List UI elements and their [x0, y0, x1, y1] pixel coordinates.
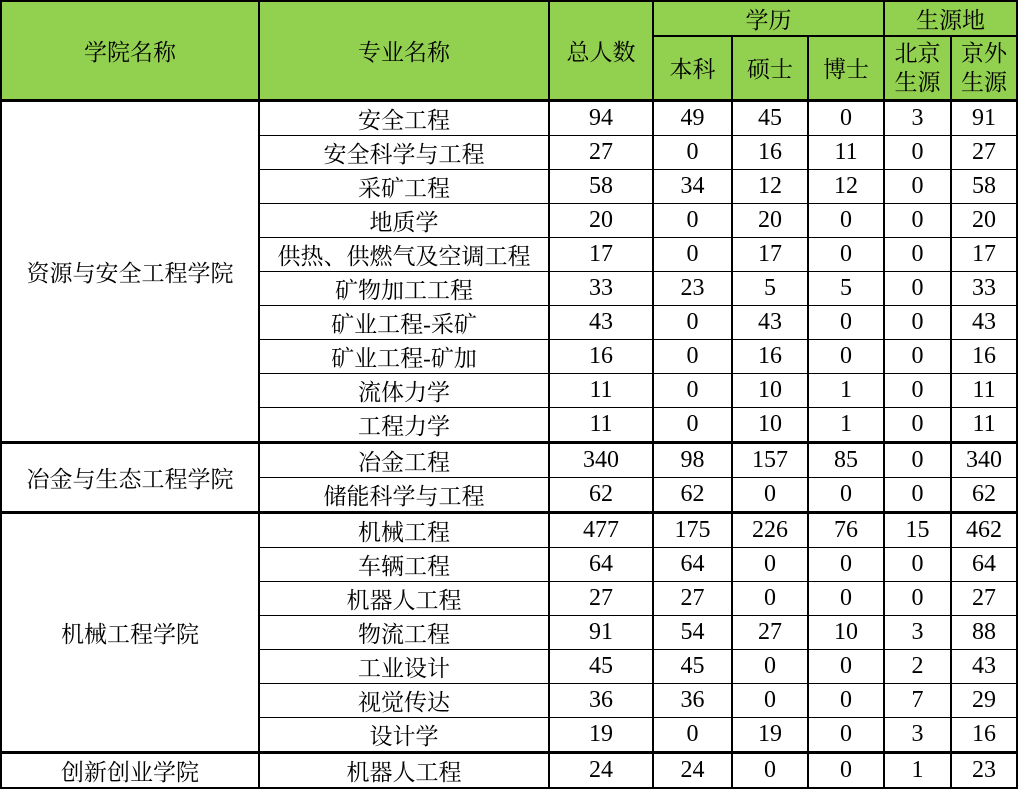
value-cell: 0 — [732, 581, 808, 615]
value-cell: 0 — [884, 547, 951, 581]
value-cell: 91 — [951, 100, 1017, 135]
value-cell: 10 — [808, 615, 884, 649]
value-cell: 88 — [951, 615, 1017, 649]
value-cell: 64 — [653, 547, 732, 581]
major-cell: 地质学 — [259, 203, 549, 237]
value-cell: 16 — [951, 339, 1017, 373]
header-education-group: 学历 — [653, 1, 884, 36]
value-cell: 24 — [653, 752, 732, 788]
value-cell: 16 — [549, 339, 653, 373]
value-cell: 36 — [653, 683, 732, 717]
value-cell: 16 — [951, 717, 1017, 752]
header-bachelor: 本科 — [653, 36, 732, 100]
value-cell: 34 — [653, 169, 732, 203]
value-cell: 17 — [951, 237, 1017, 271]
value-cell: 0 — [808, 547, 884, 581]
major-cell: 冶金工程 — [259, 442, 549, 477]
major-cell: 车辆工程 — [259, 547, 549, 581]
value-cell: 27 — [549, 135, 653, 169]
major-cell: 储能科学与工程 — [259, 477, 549, 512]
value-cell: 0 — [884, 442, 951, 477]
major-cell: 设计学 — [259, 717, 549, 752]
major-cell: 机械工程 — [259, 512, 549, 547]
value-cell: 175 — [653, 512, 732, 547]
value-cell: 43 — [951, 649, 1017, 683]
major-cell: 流体力学 — [259, 373, 549, 407]
value-cell: 0 — [653, 339, 732, 373]
value-cell: 157 — [732, 442, 808, 477]
value-cell: 19 — [549, 717, 653, 752]
header-beijing-origin-line1: 北京 — [894, 40, 941, 66]
value-cell: 0 — [884, 581, 951, 615]
value-cell: 43 — [951, 305, 1017, 339]
major-cell: 工程力学 — [259, 407, 549, 442]
major-cell: 安全工程 — [259, 100, 549, 135]
header-beijing-origin-line2: 生源 — [894, 69, 941, 95]
value-cell: 11 — [549, 407, 653, 442]
header-outside-origin-line1: 京外 — [961, 40, 1008, 66]
table-row — [1, 442, 1017, 477]
value-cell: 0 — [884, 407, 951, 442]
value-cell: 1 — [808, 373, 884, 407]
major-cell: 物流工程 — [259, 615, 549, 649]
value-cell: 3 — [884, 100, 951, 135]
value-cell: 27 — [653, 581, 732, 615]
value-cell: 11 — [951, 373, 1017, 407]
value-cell: 20 — [951, 203, 1017, 237]
college-cell: 机械工程学院 — [1, 512, 259, 752]
value-cell: 24 — [549, 752, 653, 788]
major-cell: 供热、供燃气及空调工程 — [259, 237, 549, 271]
value-cell: 226 — [732, 512, 808, 547]
header-outside-origin-line2: 生源 — [961, 69, 1008, 95]
value-cell: 0 — [808, 581, 884, 615]
table-body — [1, 100, 1017, 788]
value-cell: 17 — [549, 237, 653, 271]
value-cell: 76 — [808, 512, 884, 547]
major-cell: 矿业工程-采矿 — [259, 305, 549, 339]
value-cell: 0 — [653, 717, 732, 752]
value-cell: 0 — [653, 135, 732, 169]
value-cell: 85 — [808, 442, 884, 477]
header-row-groups — [1, 1, 1017, 36]
value-cell: 3 — [884, 615, 951, 649]
header-total-count: 总人数 — [549, 1, 653, 100]
value-cell: 477 — [549, 512, 653, 547]
header-college-name: 学院名称 — [1, 1, 259, 100]
value-cell: 45 — [653, 649, 732, 683]
value-cell: 0 — [808, 237, 884, 271]
value-cell: 10 — [732, 373, 808, 407]
value-cell: 10 — [732, 407, 808, 442]
value-cell: 0 — [732, 649, 808, 683]
value-cell: 1 — [808, 407, 884, 442]
value-cell: 0 — [653, 305, 732, 339]
value-cell: 45 — [549, 649, 653, 683]
college-cell: 创新创业学院 — [1, 752, 259, 788]
value-cell: 0 — [808, 203, 884, 237]
value-cell: 98 — [653, 442, 732, 477]
value-cell: 19 — [732, 717, 808, 752]
table-row — [1, 752, 1017, 788]
value-cell: 0 — [884, 477, 951, 512]
value-cell: 91 — [549, 615, 653, 649]
value-cell: 11 — [951, 407, 1017, 442]
value-cell: 62 — [549, 477, 653, 512]
value-cell: 33 — [951, 271, 1017, 305]
value-cell: 12 — [808, 169, 884, 203]
value-cell: 0 — [808, 100, 884, 135]
value-cell: 0 — [884, 339, 951, 373]
value-cell: 5 — [732, 271, 808, 305]
value-cell: 0 — [884, 373, 951, 407]
value-cell: 340 — [951, 442, 1017, 477]
major-cell: 矿物加工工程 — [259, 271, 549, 305]
value-cell: 1 — [884, 752, 951, 788]
value-cell: 0 — [732, 752, 808, 788]
value-cell: 94 — [549, 100, 653, 135]
college-cell: 资源与安全工程学院 — [1, 100, 259, 442]
value-cell: 17 — [732, 237, 808, 271]
value-cell: 15 — [884, 512, 951, 547]
college-cell: 冶金与生态工程学院 — [1, 442, 259, 512]
table-row — [1, 100, 1017, 135]
value-cell: 64 — [549, 547, 653, 581]
value-cell: 62 — [653, 477, 732, 512]
header-doctor: 博士 — [808, 36, 884, 100]
value-cell: 12 — [732, 169, 808, 203]
major-cell: 视觉传达 — [259, 683, 549, 717]
major-cell: 矿业工程-矿加 — [259, 339, 549, 373]
header-major-name: 专业名称 — [259, 1, 549, 100]
value-cell: 0 — [808, 717, 884, 752]
header-outside-origin — [951, 36, 1017, 100]
value-cell: 27 — [951, 135, 1017, 169]
value-cell: 0 — [732, 477, 808, 512]
header-beijing-origin — [884, 36, 951, 100]
value-cell: 0 — [653, 407, 732, 442]
value-cell: 7 — [884, 683, 951, 717]
value-cell: 0 — [808, 339, 884, 373]
value-cell: 36 — [549, 683, 653, 717]
value-cell: 0 — [884, 237, 951, 271]
table-row — [1, 512, 1017, 547]
value-cell: 0 — [884, 271, 951, 305]
value-cell: 0 — [808, 649, 884, 683]
value-cell: 58 — [951, 169, 1017, 203]
value-cell: 0 — [653, 237, 732, 271]
value-cell: 3 — [884, 717, 951, 752]
value-cell: 23 — [951, 752, 1017, 788]
value-cell: 0 — [732, 547, 808, 581]
value-cell: 45 — [732, 100, 808, 135]
value-cell: 27 — [732, 615, 808, 649]
value-cell: 0 — [732, 683, 808, 717]
major-cell: 机器人工程 — [259, 581, 549, 615]
value-cell: 0 — [808, 305, 884, 339]
header-origin-group: 生源地 — [884, 1, 1017, 36]
value-cell: 54 — [653, 615, 732, 649]
value-cell: 0 — [653, 373, 732, 407]
value-cell: 11 — [549, 373, 653, 407]
value-cell: 11 — [808, 135, 884, 169]
major-cell: 采矿工程 — [259, 169, 549, 203]
value-cell: 43 — [732, 305, 808, 339]
value-cell: 0 — [808, 477, 884, 512]
value-cell: 0 — [884, 135, 951, 169]
value-cell: 462 — [951, 512, 1017, 547]
value-cell: 20 — [732, 203, 808, 237]
value-cell: 62 — [951, 477, 1017, 512]
value-cell: 58 — [549, 169, 653, 203]
value-cell: 23 — [653, 271, 732, 305]
value-cell: 0 — [884, 305, 951, 339]
value-cell: 29 — [951, 683, 1017, 717]
value-cell: 27 — [951, 581, 1017, 615]
value-cell: 49 — [653, 100, 732, 135]
major-cell: 安全科学与工程 — [259, 135, 549, 169]
table-header — [1, 1, 1017, 100]
value-cell: 20 — [549, 203, 653, 237]
value-cell: 27 — [549, 581, 653, 615]
value-cell: 0 — [808, 683, 884, 717]
value-cell: 33 — [549, 271, 653, 305]
value-cell: 16 — [732, 339, 808, 373]
value-cell: 0 — [653, 203, 732, 237]
value-cell: 0 — [884, 169, 951, 203]
value-cell: 64 — [951, 547, 1017, 581]
value-cell: 5 — [808, 271, 884, 305]
header-master: 硕士 — [732, 36, 808, 100]
value-cell: 0 — [808, 752, 884, 788]
value-cell: 43 — [549, 305, 653, 339]
value-cell: 340 — [549, 442, 653, 477]
major-cell: 机器人工程 — [259, 752, 549, 788]
value-cell: 16 — [732, 135, 808, 169]
value-cell: 2 — [884, 649, 951, 683]
major-cell: 工业设计 — [259, 649, 549, 683]
value-cell: 0 — [884, 203, 951, 237]
